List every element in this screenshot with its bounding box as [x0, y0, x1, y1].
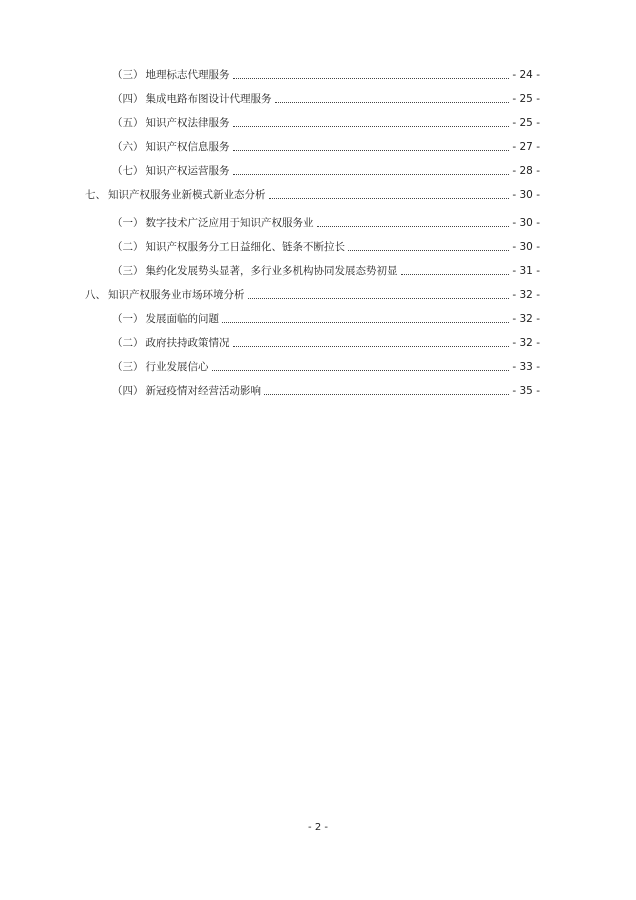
toc-entry[interactable] [112, 352, 540, 374]
toc-entry-title: 行业发展信心 [145, 361, 209, 373]
toc-entry-page: - 27 - [512, 141, 540, 153]
toc-entry-number: （四） [112, 385, 144, 397]
toc-leader-dots [264, 393, 509, 395]
toc-entry-number: （三） [112, 69, 144, 81]
toc-leader-dots [212, 369, 510, 371]
toc-entry-number: （三） [112, 361, 144, 373]
toc-entry-page: - 32 - [512, 337, 540, 349]
toc-entry-title: 数字技术广泛应用于知识产权服务业 [145, 217, 314, 229]
toc-entry-page: - 25 - [512, 93, 540, 105]
toc-leader-dots [233, 149, 510, 151]
toc-leader-dots [275, 101, 510, 103]
toc-leader-dots [233, 125, 510, 127]
toc-entry[interactable] [112, 156, 540, 178]
toc-entry-title: 集约化发展势头显著，多行业多机构协同发展态势初显 [145, 265, 398, 277]
toc-entry[interactable] [112, 232, 540, 254]
toc-entry-page: - 30 - [512, 217, 540, 229]
toc-entry-title: 知识产权运营服务 [145, 165, 230, 177]
toc-leader-dots [222, 321, 509, 323]
toc-entry-number: （六） [112, 141, 144, 153]
toc-chapter-entry[interactable] [85, 280, 540, 302]
toc-entry[interactable] [112, 328, 540, 350]
toc-chapter-entry[interactable] [85, 180, 540, 202]
toc-entry[interactable] [112, 304, 540, 326]
toc-entry-title: 新冠疫情对经营活动影响 [145, 385, 261, 397]
toc-entry-number: （二） [112, 241, 144, 253]
toc-entry-page: - 33 - [512, 361, 540, 373]
toc-leader-dots [269, 197, 510, 199]
toc-leader-dots [248, 297, 510, 299]
toc-entry-title: 集成电路布图设计代理服务 [145, 93, 272, 105]
toc-entry-number: 八、 [85, 289, 106, 301]
page-number-footer: - 2 - [308, 822, 328, 833]
toc-leader-dots [401, 273, 510, 275]
toc-entry-title: 政府扶持政策情况 [145, 337, 230, 349]
toc-entry[interactable] [112, 108, 540, 130]
toc-entry-page: - 32 - [512, 313, 540, 325]
toc-entry[interactable] [112, 60, 540, 82]
toc-entry-page: - 32 - [512, 289, 540, 301]
toc-entry-number: （四） [112, 93, 144, 105]
toc-entry[interactable] [112, 84, 540, 106]
toc-entry-page: - 25 - [512, 117, 540, 129]
toc-entry-title: 知识产权法律服务 [145, 117, 230, 129]
toc-entry[interactable] [112, 208, 540, 230]
toc-entry-number: （五） [112, 117, 144, 129]
toc-entry-title: 知识产权信息服务 [145, 141, 230, 153]
toc-entry-page: - 35 - [512, 385, 540, 397]
toc-entry[interactable] [112, 256, 540, 278]
toc-entry-title: 知识产权服务分工日益细化、链条不断拉长 [145, 241, 345, 253]
toc-entry[interactable] [112, 376, 540, 398]
toc-entry-title: 知识产权服务业新模式新业态分析 [108, 189, 266, 201]
toc-entry-page: - 30 - [512, 241, 540, 253]
toc-leader-dots [348, 249, 509, 251]
toc-entry-number: （三） [112, 265, 144, 277]
toc-entry-number: （一） [112, 313, 144, 325]
toc-entry-page: - 24 - [512, 69, 540, 81]
toc-leader-dots [233, 345, 510, 347]
toc-leader-dots [233, 173, 510, 175]
toc-entry-page: - 28 - [512, 165, 540, 177]
toc-entry[interactable] [112, 132, 540, 154]
toc-entry-number: （二） [112, 337, 144, 349]
toc-entry-title: 地理标志代理服务 [145, 69, 230, 81]
toc-entry-number: （一） [112, 217, 144, 229]
toc-entry-title: 知识产权服务业市场环境分析 [108, 289, 245, 301]
toc-entry-page: - 31 - [512, 265, 540, 277]
toc-entry-number: 七、 [85, 189, 106, 201]
toc-entry-number: （七） [112, 165, 144, 177]
toc-entry-page: - 30 - [512, 189, 540, 201]
toc-leader-dots [233, 77, 510, 79]
toc-entry-title: 发展面临的问题 [145, 313, 219, 325]
toc-leader-dots [317, 225, 510, 227]
